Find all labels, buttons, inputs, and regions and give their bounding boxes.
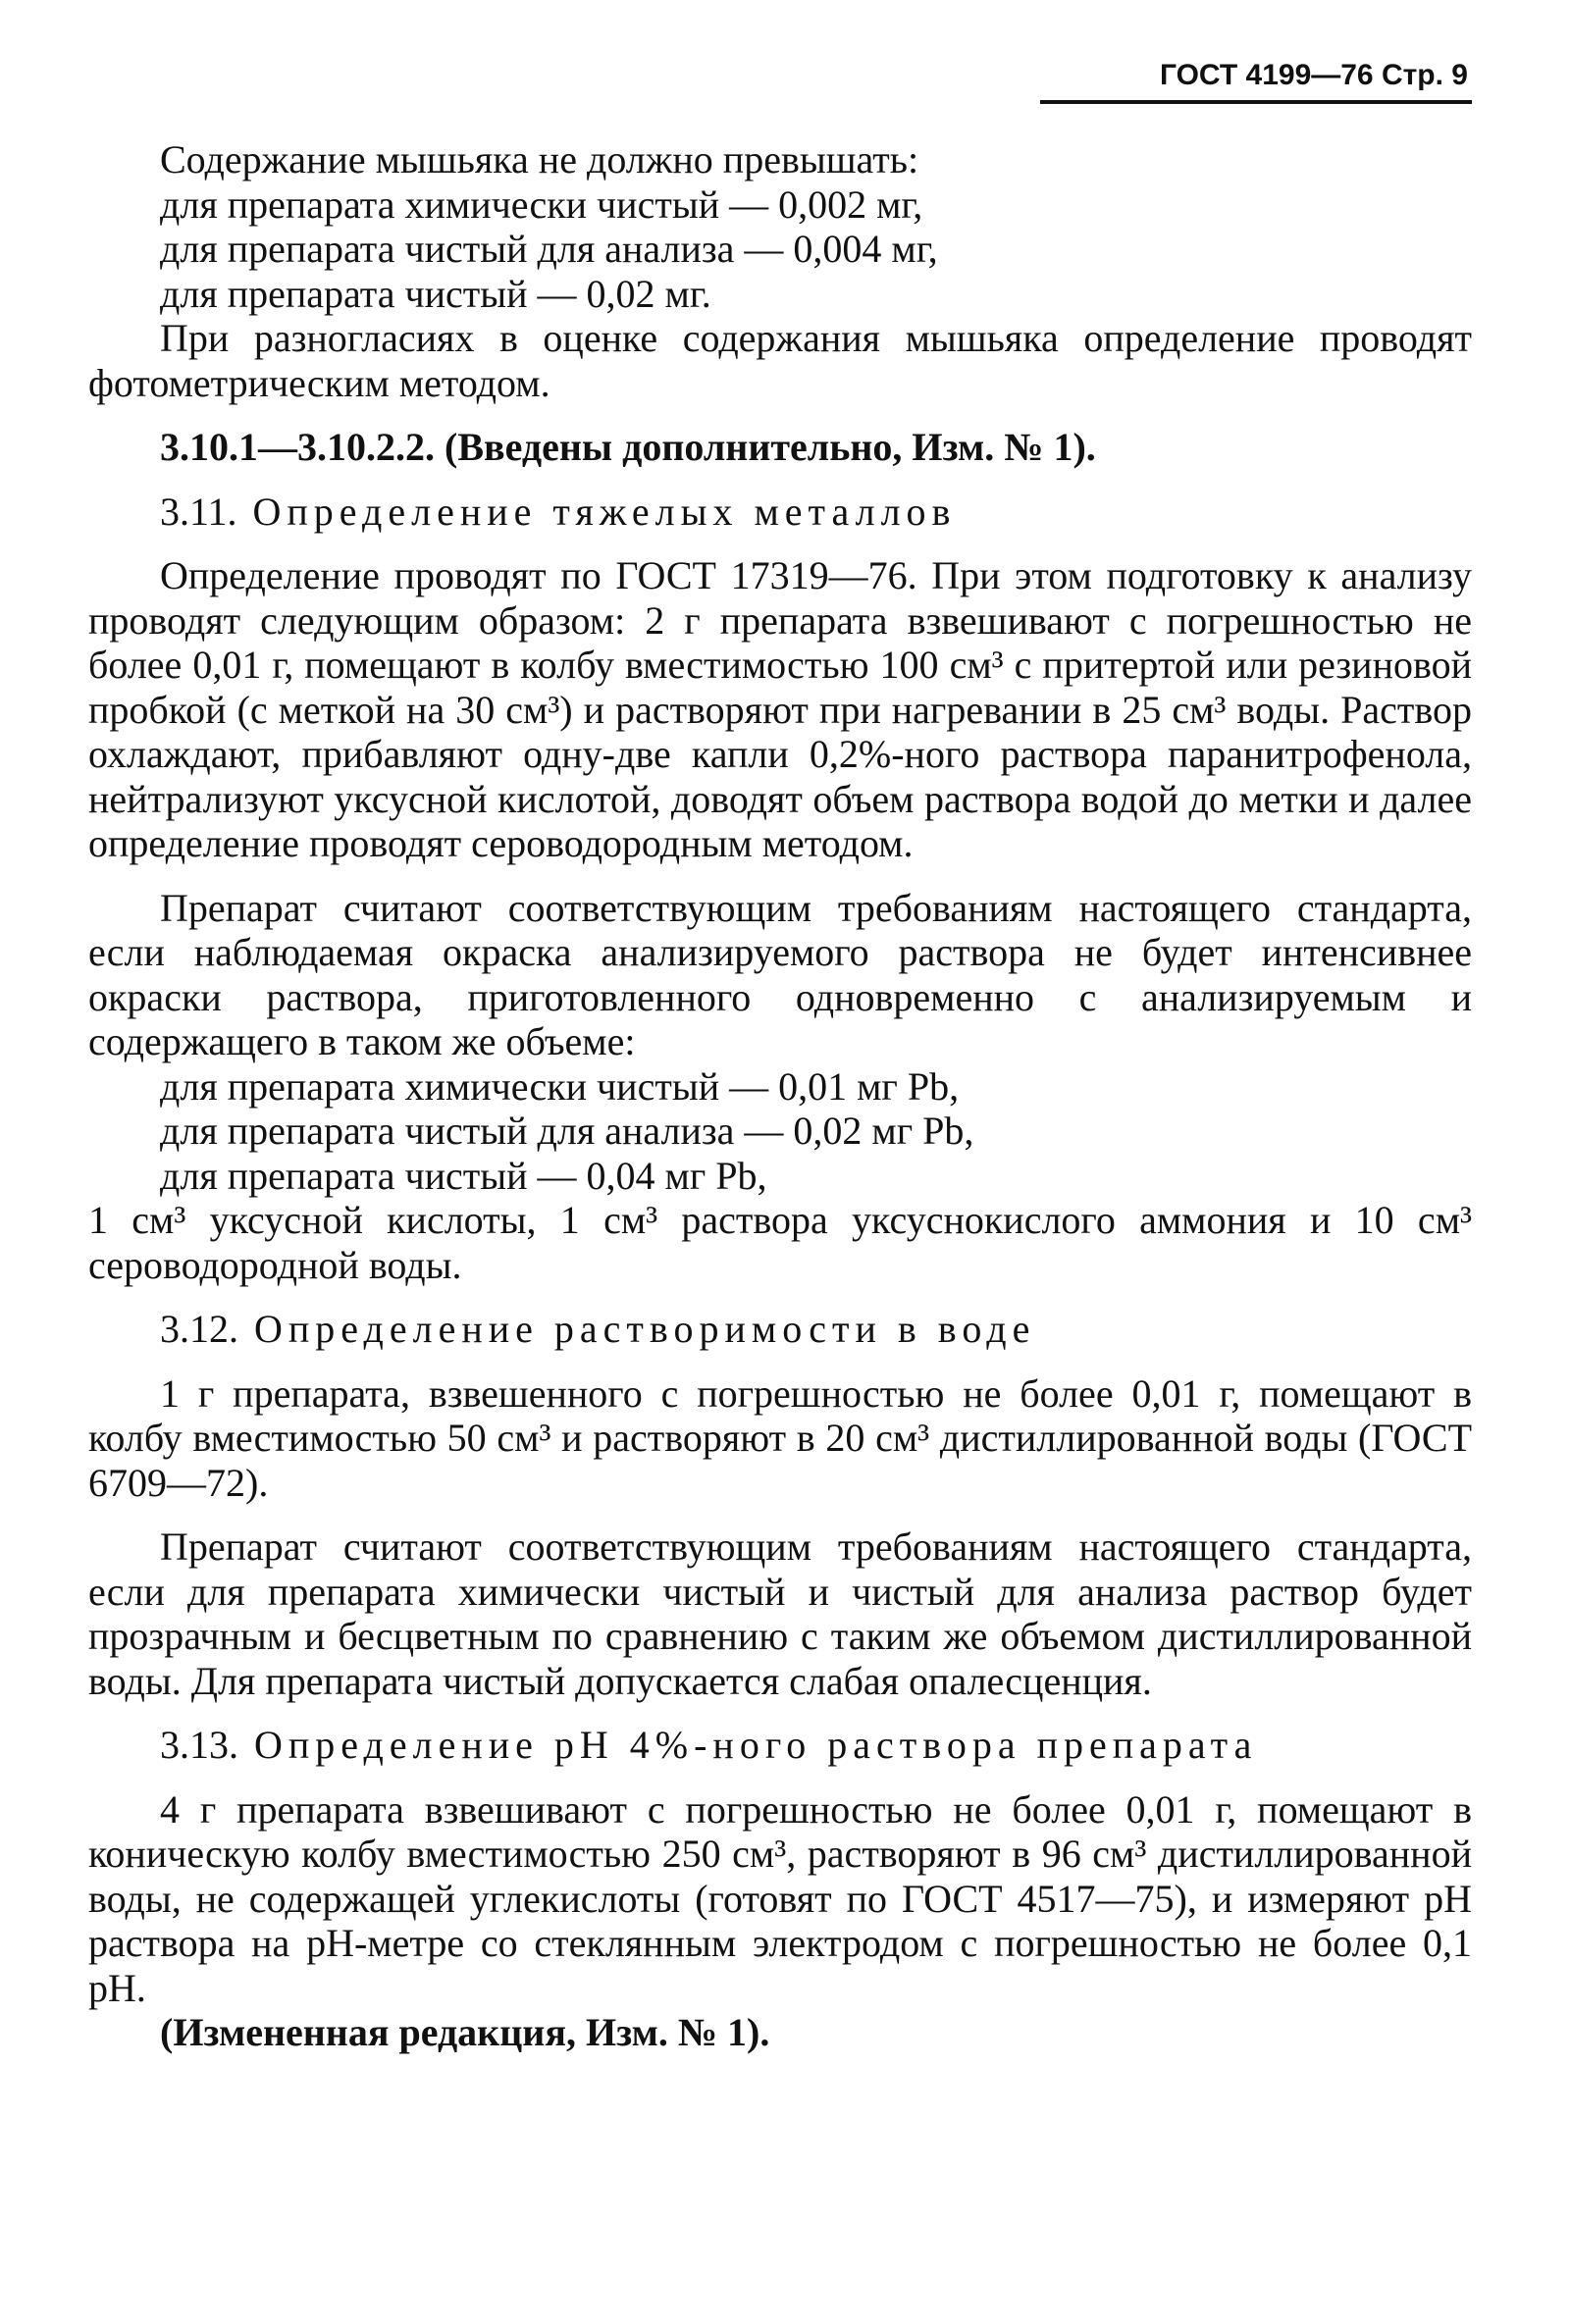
list-item: для препарата чистый для анализа — 0,02 мг Pb, [160, 1109, 974, 1153]
section-3-11-text: Определение проводят по ГОСТ 17319—76. При этом подготовку к анализу проводят следующим образом: 2 г препарата взвешивают с погрешностью не более 0,01 г, помещают в колбу вместимостью 100 см³ с притертой или резиновой пробкой (с меткой на 30 см³) и растворяют при нагревании в 25 см³ воды. Раствор охлаждают, прибавляют одну-две капли 0,2%-ного раствора паранитрофенола, нейтрализуют уксусной кислотой, доводят объем раствора водой до метки и далее определение проводят сероводородным методом. [88, 553, 1472, 865]
section-3-12-text: 1 г препарата, взвешенного с погрешностью не более 0,01 г, помещают в колбу вместимостью 50 см³ и растворяют в 20 см³ дистиллированной воды (ГОСТ 6709—72). [88, 1370, 1472, 1505]
section-title: Определение растворимости в воде [254, 1307, 1036, 1351]
section-3-11-heading [88, 490, 1472, 535]
list-item: для препарата чистый — 0,04 мг Pb, [160, 1153, 767, 1198]
section-number: 3.11. [160, 489, 237, 534]
list-item: для препарата чистый — 0,02 мг. [160, 271, 711, 316]
section-title: Определение pH 4%-ного раствора препарата [254, 1723, 1258, 1767]
list-item: для препарата химически чистый — 0,01 мг Pb, [160, 1063, 960, 1109]
section-3-12-heading [88, 1307, 1472, 1352]
section-title: Определение тяжелых металлов [252, 489, 957, 534]
amendment-note: 3.10.1—3.10.2.2. (Введены дополнительно, Изм. № 1). [160, 425, 1096, 469]
list-item: для препарата чистый для анализа — 0,004 мг, [160, 227, 938, 271]
section-3-11-requirement: Препарат считают соответствующим требованиям настоящего стандарта, если наблюдаемая окраска анализируемого раствора не будет интенсивнее окраски раствора, приготовленного одновременно с анализируемым и содержащего в таком же объеме: [88, 885, 1472, 1063]
section-3-12-requirement: Препарат считают соответствующим требованиям настоящего стандарта, если для препарата химически чистый и чистый для анализа раствор будет прозрачным и бесцветным по сравнению с таким же объемом дистиллированной воды. Для препарата чистый допускается слабая опалесценция. [88, 1524, 1472, 1703]
header-rule [1040, 100, 1472, 104]
section-number: 3.13. [160, 1723, 238, 1767]
document-body [88, 137, 1472, 2055]
section-number: 3.12. [160, 1307, 238, 1351]
arsenic-dispute-paragraph: При разногласиях в оценке содержания мышьяка определение проводят фотометрическим методом. [88, 316, 1472, 405]
section-3-13-text: 4 г препарата взвешивают с погрешностью не более 0,01 г, помещают в коническую колбу вместимостью 250 см³, растворяют в 96 см³ дистиллированной воды, не содержащей углекислоты (готовят по ГОСТ 4517—75), и измеряют pH раствора на pH-метре со стеклянным электродом с погрешностью не более 0,1 pH. [88, 1786, 1472, 2010]
lead-limits-list [88, 1064, 1472, 1199]
section-3-13-heading [88, 1723, 1472, 1768]
list-item: для препарата химически чистый — 0,002 мг, [160, 181, 923, 227]
amendment-note: (Измененная редакция, Изм. № 1). [160, 2010, 770, 2054]
arsenic-limits-list [88, 182, 1472, 317]
document-page [88, 59, 1472, 2055]
page-header: ГОСТ 4199—76 Стр. 9 [1159, 59, 1468, 91]
arsenic-intro: Содержание мышьяка не должно превышать: [160, 137, 919, 181]
section-3-11-tail: 1 см³ уксусной кислоты, 1 см³ раствора уксуснокислого аммония и 10 см³ сероводородной воды. [88, 1198, 1472, 1287]
